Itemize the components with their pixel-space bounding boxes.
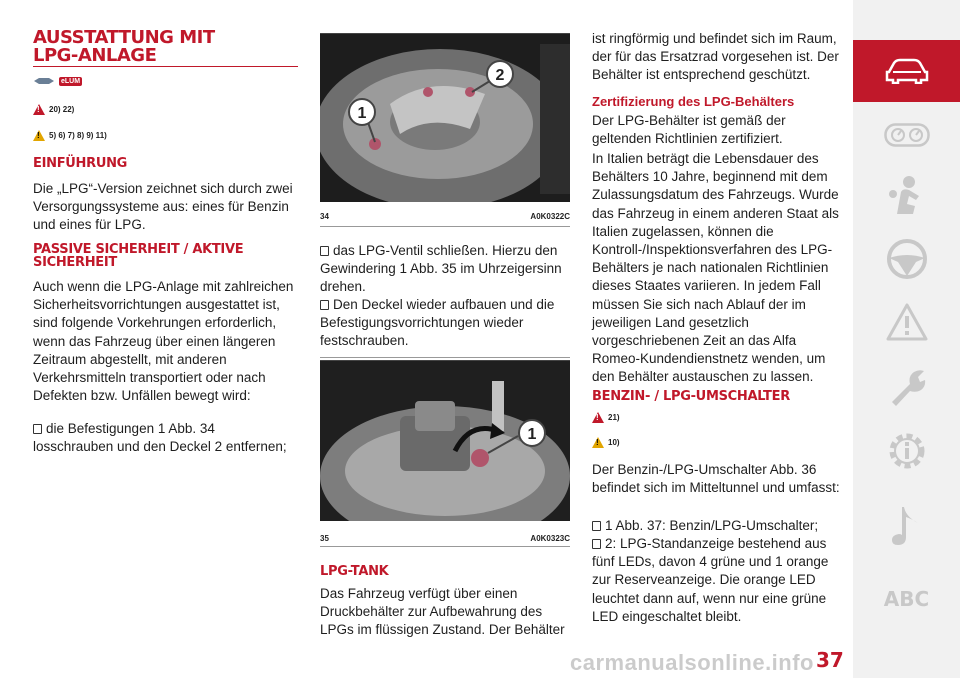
page-number: 37: [816, 648, 844, 672]
safety-paragraph: Auch wenn die LPG-Anlage mit zahlreichen Sicherheitsvorrichtungen ausgestattet ist, sind folgende Vorkehrungen erforderlich, wenn das Fahrzeug über einen längeren Zeitraum abgestellt, mit anderen Verkehrsmitteln transportiert oder nach Defekten bzw. Unfällen bewegt wird:: [33, 279, 294, 404]
bullet-item-3: Den Deckel wieder aufbauen und die Befestigungsvorrichtungen wieder festschrauben.: [320, 297, 555, 349]
sidebar-item-vehicle[interactable]: [853, 40, 960, 102]
sidebar-item-safety[interactable]: [853, 165, 960, 227]
lpg-badge-row: [33, 75, 82, 87]
wrench-icon: [886, 366, 928, 408]
airbag-person-icon: [885, 174, 929, 218]
sidebar-item-index[interactable]: [853, 568, 960, 630]
sidebar-item-multimedia[interactable]: [853, 494, 960, 556]
checkbox-bullet-icon: [320, 300, 329, 310]
heading-fuel-switch: BENZIN- / LPG-UMSCHALTER: [592, 389, 790, 404]
figure-34-caption: 34 A0K0322C: [320, 212, 570, 221]
sidebar-item-emergency[interactable]: [853, 291, 960, 353]
figure-34-photo: [320, 33, 570, 202]
fuel-pump-icon: [33, 75, 55, 87]
figure-35-caption: 35 A0K0323C: [320, 534, 570, 543]
music-note-icon: [890, 503, 924, 547]
sidebar-item-driving[interactable]: [853, 228, 960, 290]
title-underline: [33, 66, 298, 67]
lpg-valve-illustration: [320, 361, 570, 521]
elum-badge: eLUM: [61, 77, 81, 85]
dashboard-icon: [884, 123, 930, 147]
svg-text:1: 1: [527, 426, 537, 443]
certification-paragraph-2: In Italien beträgt die Lebensdauer des Behälters 10 Jahre, beginnend mit dem Zulassungsdatum des Fahrzeugs. Wurde das Fahrzeug in einem anderen Staat als Italien zugelassen, können die Kontroll-/Inspektionsverfahren des LPG-Behälters je nach nationalen Richtlinien dieses Staates variieren. In jedem Fall müssen Sie sich nach Ablauf der im jeweiligen Land gesetzlich vorgeschriebenen Zeit an das Alfa Romeo-Kundendienstnetz wenden, um den Behälter austauschen zu lassen.: [592, 151, 839, 385]
svg-text:1: 1: [357, 105, 367, 122]
watermark: carmanualsonline.info: [570, 650, 814, 675]
danger-triangle-icon: [33, 104, 45, 115]
gear-info-icon: [885, 429, 929, 473]
lpg-tank-top-illustration: [320, 34, 570, 202]
sidebar-item-technical-data[interactable]: [853, 420, 960, 482]
warning-icon: [885, 302, 929, 342]
intro-paragraph: Die „LPG“-Version zeichnet sich durch zwei Versorgungssysteme aus: eines für Benzin und eines für LPG.: [33, 181, 293, 233]
figure-35-top-rule: [320, 357, 570, 358]
heading-certification: Zertifizierung des LPG-Behälters: [592, 94, 795, 109]
checkbox-bullet-icon: [320, 246, 329, 256]
caution-triangle-icon: [592, 437, 604, 448]
svg-text:2: 2: [495, 67, 505, 84]
car-icon: [885, 58, 929, 84]
switch-paragraph: Der Benzin-/LPG-Umschalter Abb. 36 befindet sich im Mitteltunnel und umfasst:: [592, 462, 840, 496]
tank-paragraph: Das Fahrzeug verfügt über einen Druckbehälter zur Aufbewahrung des LPGs im flüssigen Zustand. Der Behälter: [320, 586, 565, 638]
heading-lpg-tank: LPG-TANK: [320, 564, 389, 579]
caution-triangle-icon: [33, 130, 45, 141]
chapter-sidebar: [853, 0, 960, 678]
checkbox-bullet-icon: [33, 424, 42, 434]
warning-refs-1: ! 20) 22): [33, 104, 74, 115]
bullet-item-1: die Befestigungen 1 Abb. 34 losschrauben und den Deckel 2 entfernen;: [33, 421, 287, 455]
certification-paragraph-1: Der LPG-Behälter ist gemäß der geltenden Richtlinien zertifiziert.: [592, 113, 786, 147]
bullet-item-5: 2: LPG-Standanzeige bestehend aus fünf LEDs, davon 4 grüne und 1 orange zur Reserveanzeige. Die orange LED leuchtet dann auf, wenn nur eine grüne LED eingeschaltet bleibt.: [592, 536, 829, 624]
bullet-item-2: das LPG-Ventil schließen. Hierzu den Gewindering 1 Abb. 35 im Uhrzeigersinn drehen.: [320, 243, 562, 295]
heading-introduction: EINFÜHRUNG: [33, 156, 128, 171]
sidebar-item-maintenance[interactable]: [853, 356, 960, 418]
section-title: AUSSTATTUNG MIT LPG-ANLAGE: [33, 27, 215, 66]
sidebar-item-dashboard[interactable]: [853, 104, 960, 166]
heading-safety: PASSIVE SICHERHEIT / AKTIVE SICHERHEIT: [33, 242, 244, 270]
warning-refs-3: ! 21): [592, 412, 620, 423]
figure-34-rule: [320, 226, 570, 227]
steering-wheel-icon: [886, 238, 928, 280]
warning-refs-4: ! 10): [592, 437, 620, 448]
checkbox-bullet-icon: [592, 539, 601, 549]
figure-35-photo: [320, 360, 570, 521]
warning-refs-2: ! 5) 6) 7) 8) 9) 11): [33, 130, 107, 141]
checkbox-bullet-icon: [592, 521, 601, 531]
figure-35-rule: [320, 546, 570, 547]
abc-index-label: ABC: [883, 587, 930, 611]
tank-paragraph-continued: ist ringförmig und befindet sich im Raum, der für das Ersatzrad vorgesehen ist. Der Behälter ist entsprechend geschützt.: [592, 31, 839, 83]
bullet-item-4: 1 Abb. 37: Benzin/LPG-Umschalter;: [592, 517, 844, 535]
danger-triangle-icon: [592, 412, 604, 423]
